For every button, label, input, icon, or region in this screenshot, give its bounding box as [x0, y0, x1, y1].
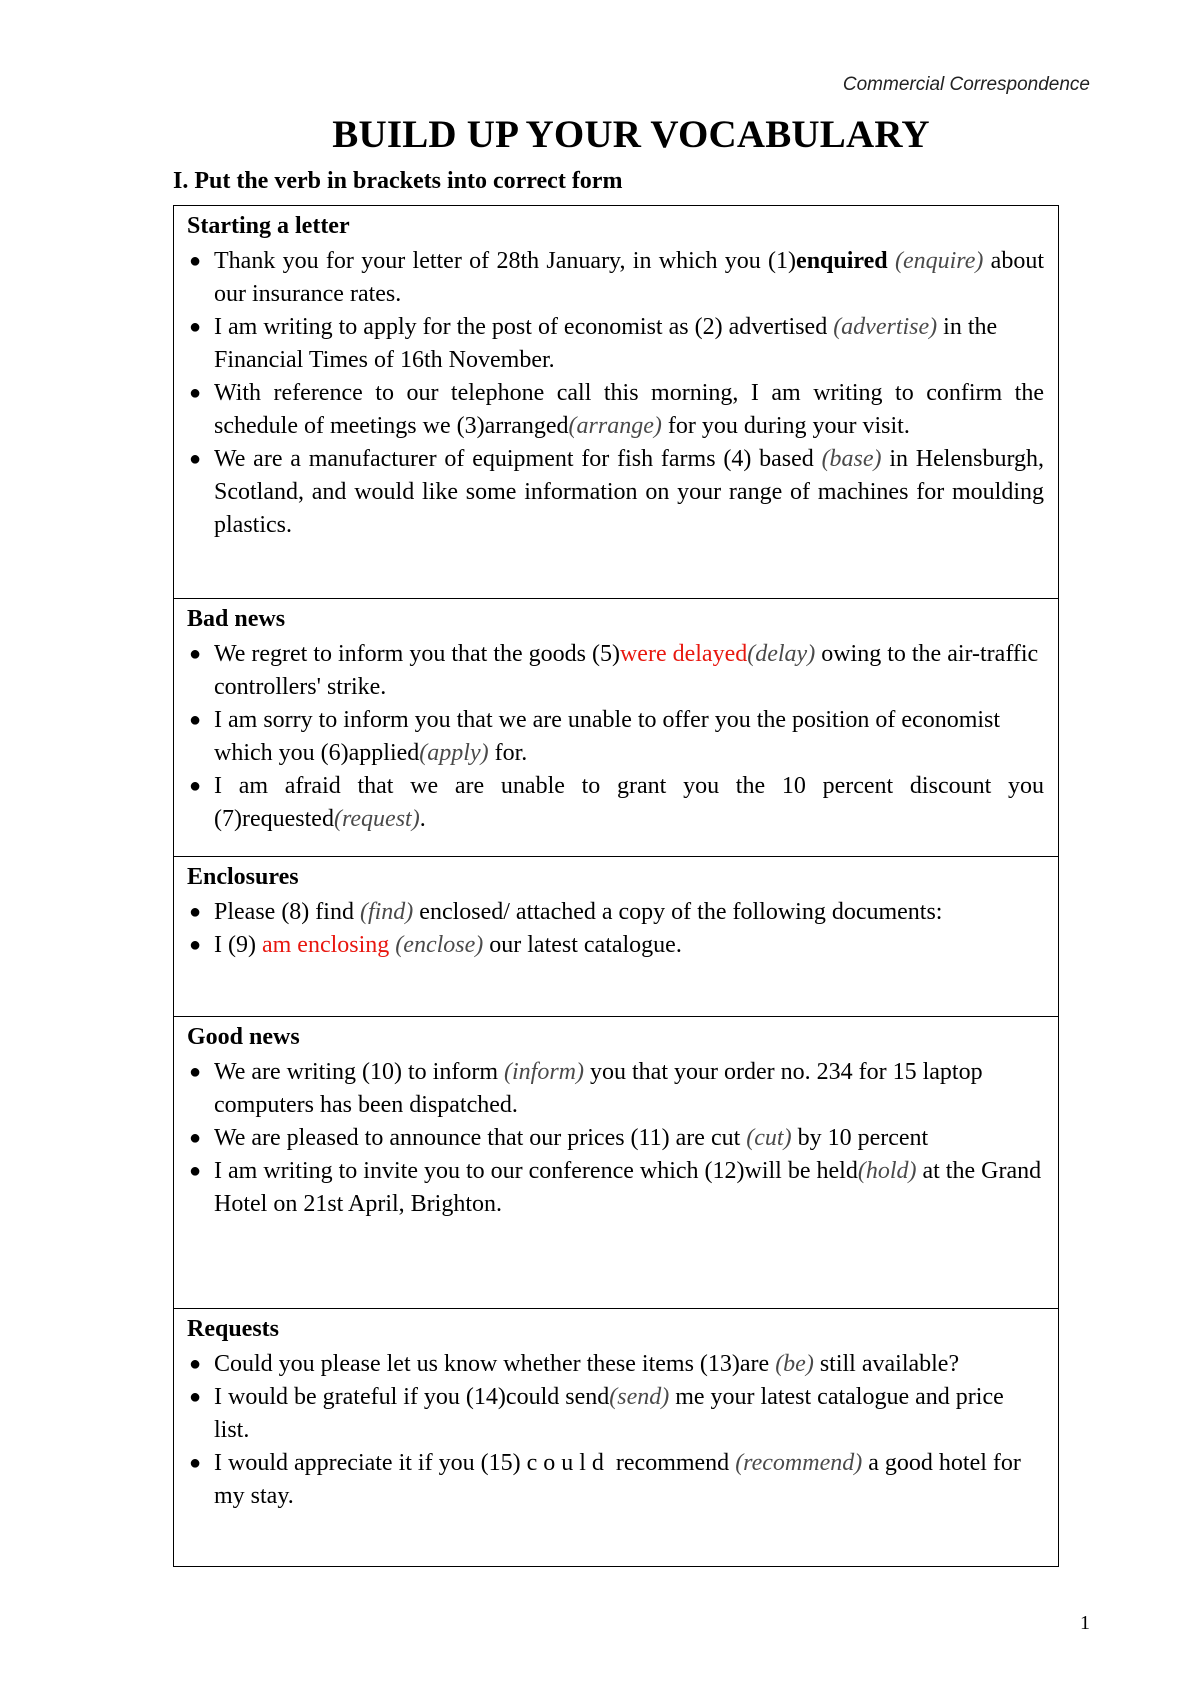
verb-hint: (recommend) [735, 1450, 863, 1476]
section-title: Bad news [187, 606, 286, 632]
sentence-list [187, 245, 1044, 542]
bullet-icon: ● [189, 448, 202, 470]
verb-hint: (advertise) [833, 314, 938, 340]
list-item: ● I would be grateful if you (14)could send(send) me your latest catalogue and price list. [187, 1381, 1044, 1447]
bullet-icon: ● [189, 934, 202, 956]
list-item: ● I am sorry to inform you that we are unable to offer you the position of economist which you (6)applied(apply) for. [187, 704, 1044, 770]
page-number: 1 [1080, 1612, 1090, 1634]
verb-hint: (inform) [504, 1059, 584, 1085]
verb-hint: (send) [609, 1384, 670, 1410]
verb-hint: (request) [333, 806, 420, 832]
exercise-table [173, 205, 1059, 1567]
section-requests [174, 1308, 1058, 1566]
list-item: ● We are pleased to announce that our prices (11) are cut (cut) by 10 percent [187, 1122, 1044, 1155]
verb-hint: (enclose) [395, 932, 484, 958]
answer-verb: am enclosing [261, 932, 390, 958]
bullet-icon: ● [189, 1452, 202, 1474]
running-header: Commercial Correspondence [842, 74, 1090, 95]
section-bad-news [174, 598, 1058, 856]
section-title: Requests [187, 1316, 280, 1342]
answer-verb: based [759, 446, 814, 472]
answer-verb: will be held [744, 1158, 858, 1184]
answer-verb: recommend [615, 1450, 730, 1476]
section-title: Starting a letter [187, 213, 350, 239]
answer-verb: enquired [796, 248, 888, 274]
sentence-list [187, 1056, 1044, 1221]
list-item: ● We regret to inform you that the goods (5)were delayed(delay) owing to the air-traffic controllers' strike. [187, 638, 1044, 704]
page-title: BUILD UP YOUR VOCABULARY [332, 113, 930, 156]
answer-verb: are [739, 1351, 770, 1377]
bullet-icon: ● [189, 250, 202, 272]
list-item: ● I am afraid that we are unable to grant you the 10 percent discount you (7)requested(request). [187, 770, 1044, 836]
list-item: ● Could you please let us know whether these items (13)are (be) still available? [187, 1348, 1044, 1381]
verb-hint: (apply) [419, 740, 489, 766]
section-enclosures [174, 856, 1058, 1016]
verb-hint: (hold) [857, 1158, 917, 1184]
verb-hint: (find) [359, 899, 414, 925]
exercise-instruction: I. Put the verb in brackets into correct form [173, 168, 623, 194]
bullet-icon: ● [189, 775, 202, 797]
bullet-icon: ● [189, 709, 202, 731]
section-good-news [174, 1016, 1058, 1308]
verb-hint: (cut) [746, 1125, 792, 1151]
bullet-icon: ● [189, 901, 202, 923]
list-item: ● Thank you for your letter of 28th January, in which you (1)enquired (enquire) about our insurance rates. [187, 245, 1044, 311]
bullet-icon: ● [189, 1386, 202, 1408]
sentence-list [187, 638, 1044, 836]
answer-verb: were delayed [619, 641, 748, 667]
verb-hint: (arrange) [568, 413, 662, 439]
list-item: ● With reference to our telephone call this morning, I am writing to confirm the schedule of meetings we (3)arranged(arrange) for you during your visit. [187, 377, 1044, 443]
answer-verb: applied [348, 740, 420, 766]
sentence-list [187, 1348, 1044, 1513]
bullet-icon: ● [189, 1127, 202, 1149]
answer-verb: could [526, 1450, 610, 1476]
answer-verb: requested [241, 806, 334, 832]
verb-hint: (enquire) [894, 248, 984, 274]
section-title: Enclosures [187, 864, 299, 890]
list-item: ● I would appreciate it if you (15) could recommend (recommend) a good hotel for my stay. [187, 1447, 1044, 1513]
bullet-icon: ● [189, 382, 202, 404]
answer-verb: are cut [675, 1125, 741, 1151]
list-item: ● Please (8) find (find) enclosed/ attached a copy of the following documents: [187, 896, 1044, 929]
list-item: ● I am writing to invite you to our conference which (12)will be held(hold) at the Grand Hotel on 21st April, Brighton. [187, 1155, 1044, 1221]
sentence-list [187, 896, 1044, 962]
verb-hint: (be) [775, 1351, 814, 1377]
verb-hint: (delay) [747, 641, 816, 667]
list-item: ● I (9) am enclosing (enclose) our latest catalogue. [187, 929, 1044, 962]
bullet-icon: ● [189, 1160, 202, 1182]
bullet-icon: ● [189, 316, 202, 338]
list-item: ● I am writing to apply for the post of economist as (2) advertised (advertise) in the Financial Times of 16th November. [187, 311, 1044, 377]
bullet-icon: ● [189, 1353, 202, 1375]
bullet-icon: ● [189, 643, 202, 665]
answer-verb: could send [505, 1384, 610, 1410]
answer-verb: advertised [728, 314, 828, 340]
section-title: Good news [187, 1024, 300, 1050]
section-starting-a-letter [174, 206, 1058, 598]
bullet-icon: ● [189, 1061, 202, 1083]
verb-hint: (base) [821, 446, 882, 472]
answer-verb: find [315, 899, 354, 925]
answer-verb: arranged [484, 413, 569, 439]
list-item: ● We are a manufacturer of equipment for fish farms (4) based (base) in Helensburgh, Scotland, and would like some information on your range of machines for moulding plastics. [187, 443, 1044, 542]
list-item: ● We are writing (10) to inform (inform) you that your order no. 234 for 15 laptop computers has been dispatched. [187, 1056, 1044, 1122]
answer-verb: to inform [408, 1059, 498, 1085]
